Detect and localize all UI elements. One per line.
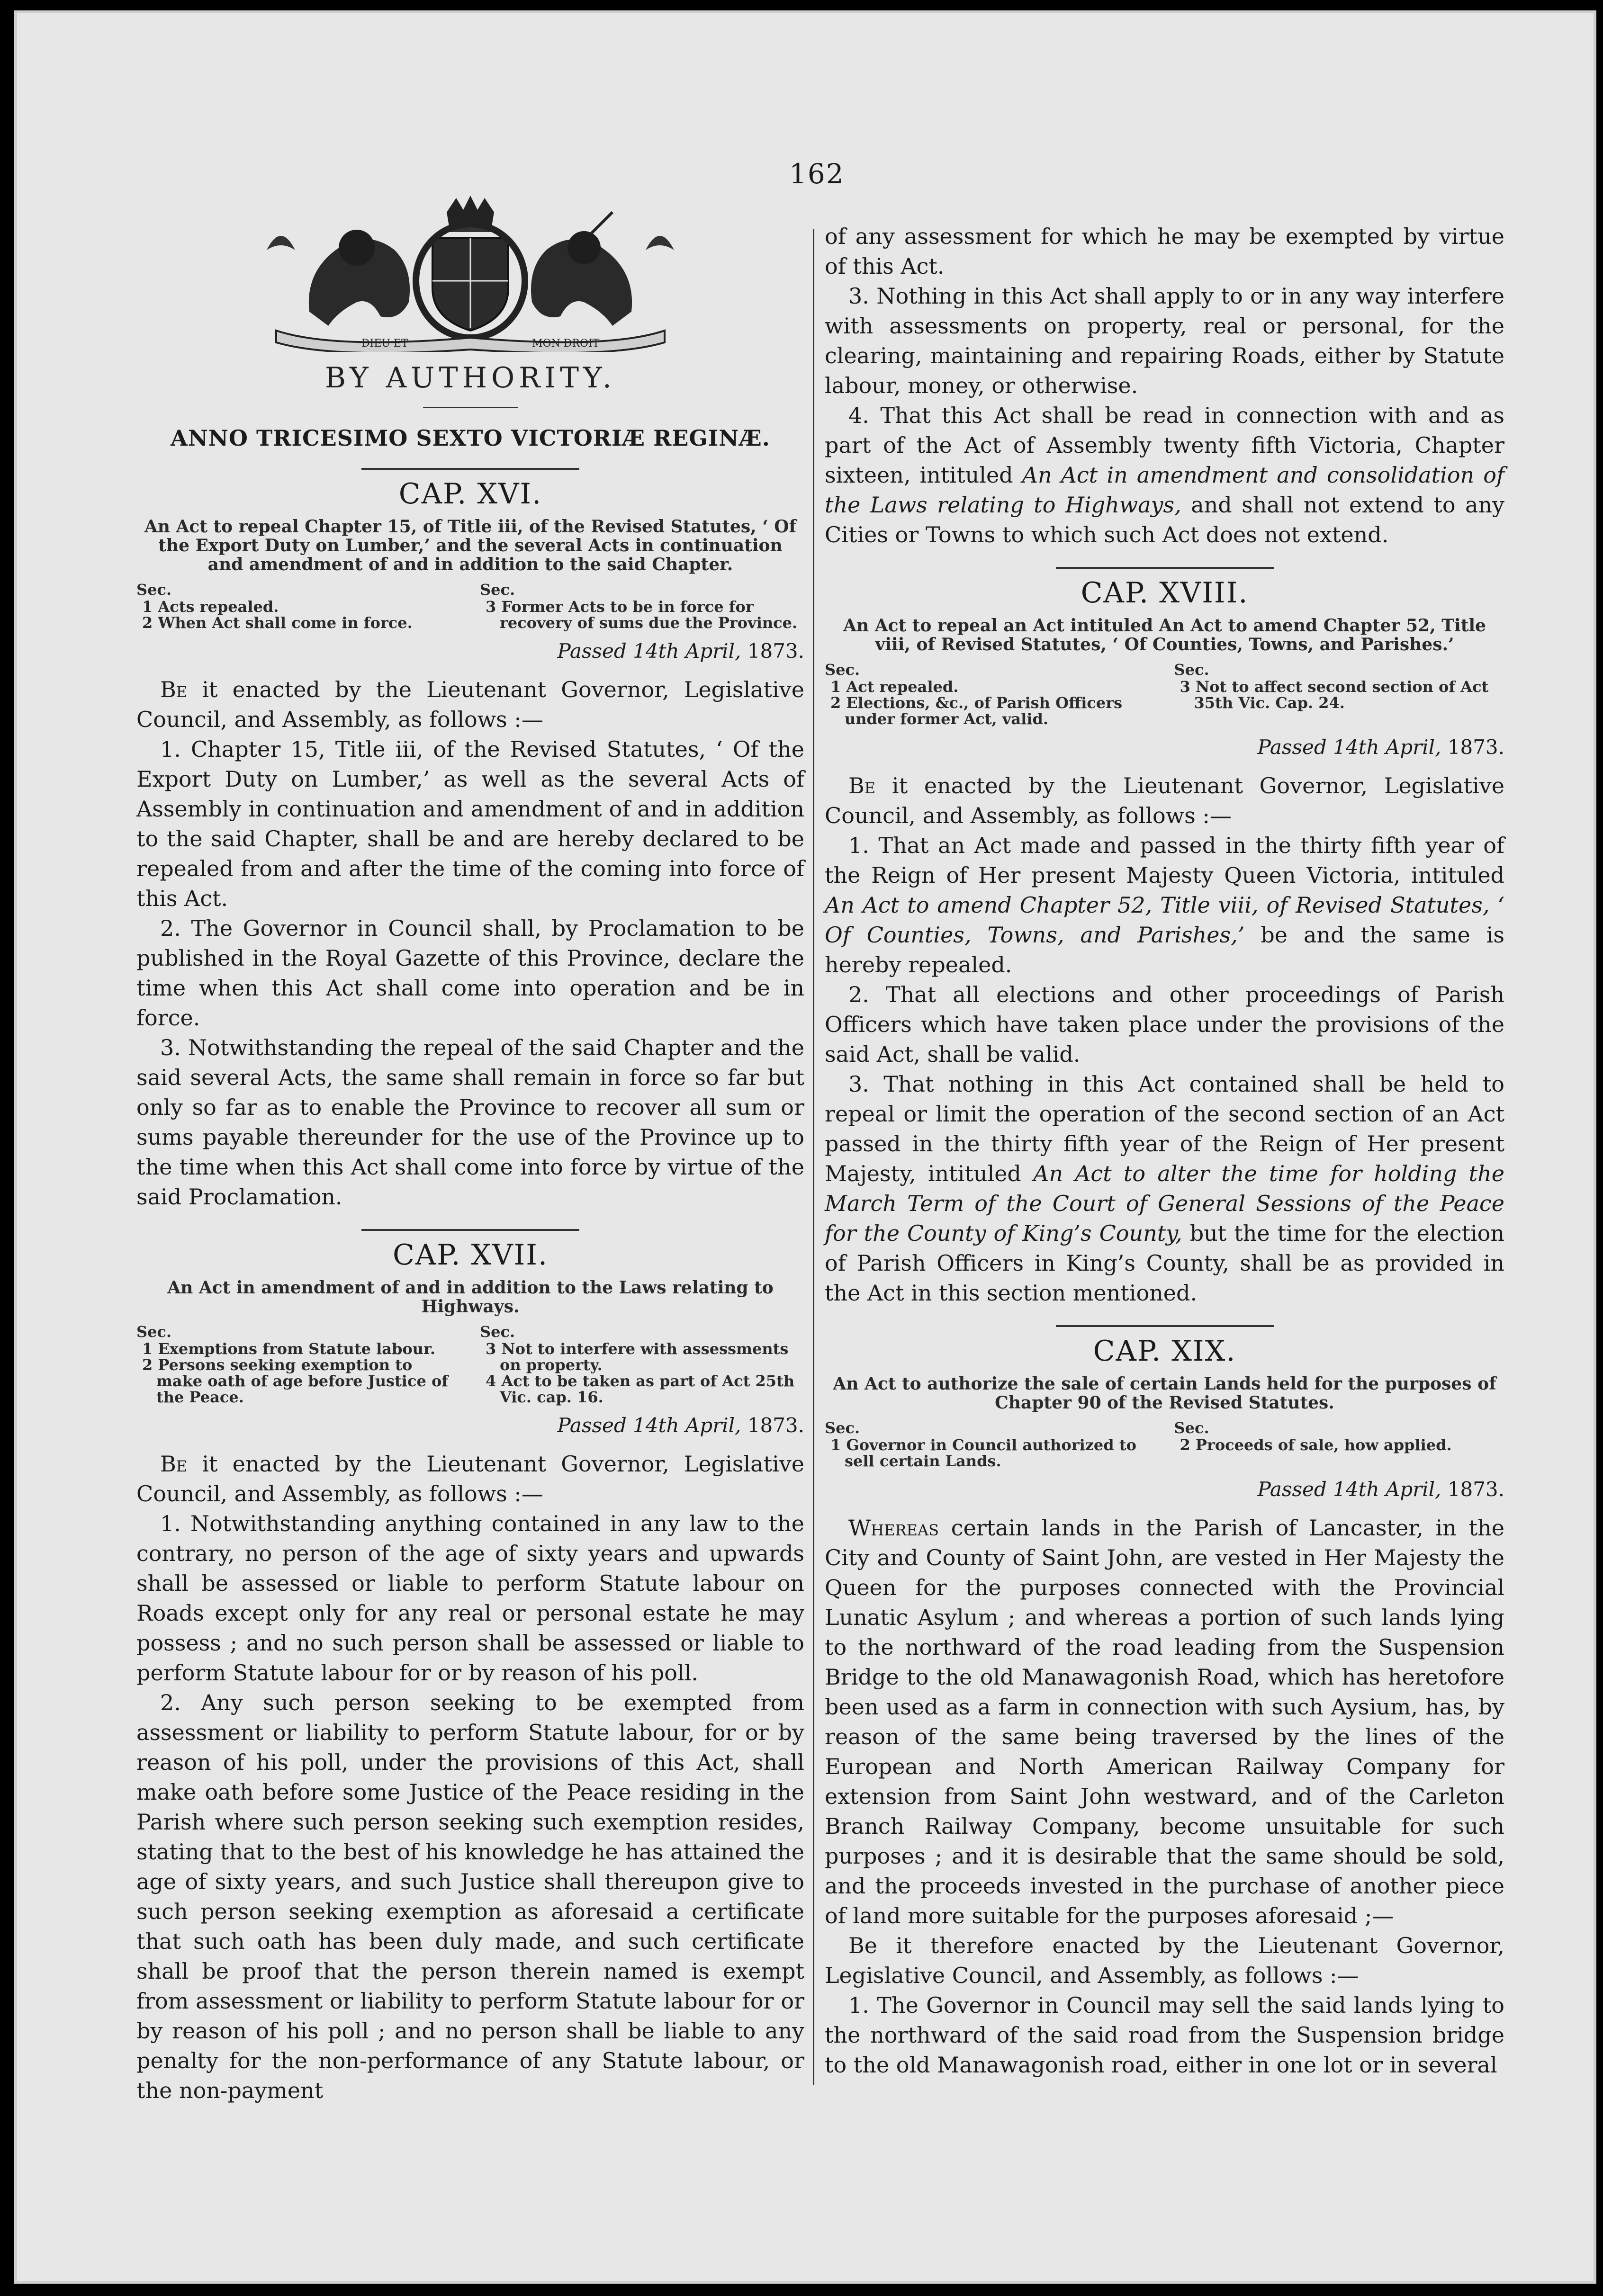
enact-first-word: Be xyxy=(160,1451,188,1477)
cap19-sections xyxy=(825,1420,1504,1469)
cap17-para-3: 3. Nothing in this Act shall apply to or in any way interfere with assessments on property, real or personal, for the clearing, maintaining and repairing Roads, either by Statute labour, money, or otherwise. xyxy=(825,283,1504,398)
para-text: and shall not extend to any Cities or Towns to which such Act does not extend. xyxy=(825,492,1504,547)
sec-label: Sec. xyxy=(136,581,172,599)
para-italic-text: An Act in amendment and consolidation of the Laws relating to Highways, xyxy=(825,462,1505,518)
short-rule xyxy=(423,407,518,408)
passed-year: 1873. xyxy=(747,639,804,663)
anno-heading: ANNO TRICESIMO SEXTO VICTORIÆ REGINÆ. xyxy=(171,425,770,451)
cap19-title: CAP. XIX. xyxy=(1093,1335,1236,1368)
section-item: 2 Persons seeking exemption to make oath of age before Justice of the Peace. xyxy=(142,1356,449,1406)
cap-rule xyxy=(361,1229,579,1231)
crest-motto-right: MON DROIT xyxy=(532,338,600,350)
column-divider xyxy=(813,229,814,2085)
cap18-passed xyxy=(825,735,1504,759)
document-page xyxy=(14,10,1596,2284)
sec-label: Sec. xyxy=(1174,661,1209,679)
cap19-passed xyxy=(825,1478,1504,1501)
cap19-act-title: An Act to authorize the sale of certain Lands held for the purposes of Chapter 90 of the Revised Statutes. xyxy=(833,1374,1496,1413)
passed-year: 1873. xyxy=(747,1414,804,1437)
passed-year: 1873. xyxy=(1447,735,1504,759)
cap16-passed xyxy=(136,639,804,663)
enact-rest: it enacted by the Lieutenant Governor, Legislative Council, and Assembly, as follows :— xyxy=(136,1451,804,1507)
cap17-para-4 xyxy=(825,401,1504,550)
section-item: 2 Elections, &c., of Parish Officers under former Act, valid. xyxy=(830,694,1123,728)
right-column xyxy=(825,222,1504,2080)
cap-rule xyxy=(1056,567,1274,569)
para-text: 3. That nothing in this Act contained shall be held to repeal or limit the operation of the second section of an Act passed in the thirty fifth year of the Reign of Her present Majesty, intituled xyxy=(825,1071,1504,1186)
passed-prefix: Passed xyxy=(1257,735,1327,759)
para-italic-text: An Act to alter the time for holding the March Term of the Court of General Sessions of the Peace for the County of King’s County, xyxy=(825,1161,1505,1246)
section-item: 2 Proceeds of sale, how applied. xyxy=(1180,1436,1452,1454)
cap18-para-3 xyxy=(825,1069,1504,1308)
para-text: be and the same is hereby repealed. xyxy=(825,922,1504,978)
para-text: 1. That an Act made and passed in the thirty fifth year of the Reign of Her present Majesty Queen Victoria, intituled xyxy=(825,833,1504,888)
cap16-para-2: 2. The Governor in Council shall, by Proclamation to be published in the Royal Gazette of this Province, declare the time when this Act shall come into operation and be in force. xyxy=(136,915,804,1031)
section-item: 2 When Act shall come in force. xyxy=(142,614,413,632)
sec-label: Sec. xyxy=(825,1419,860,1437)
enact-first-word: Be xyxy=(848,773,876,798)
cap19-whereas-clause xyxy=(825,1513,1504,1931)
passed-prefix: Passed xyxy=(557,1414,627,1437)
page-number: 162 xyxy=(789,158,845,190)
cap17-act-title: An Act in amendment of and in addition to the Laws relating to Highways. xyxy=(167,1278,774,1317)
enact-first-word: Be xyxy=(160,677,188,702)
sec-label: Sec. xyxy=(480,581,515,599)
cap18-title: CAP. XVIII. xyxy=(1081,576,1249,610)
cap16-para-3: 3. Notwithstanding the repeal of the said Chapter and the said several Acts, the same shall remain in force so far but only so far as to enable the Province to recover all sum or sums payable thereunder for the use of the Province up to the time when this Act shall come into force by virtue of the said Proclamation. xyxy=(136,1035,804,1210)
cap17-passed xyxy=(136,1414,804,1437)
cap16-sections xyxy=(136,582,804,631)
cap17-title: CAP. XVII. xyxy=(392,1238,549,1272)
crest-motto-left: DIEU ET xyxy=(361,338,408,350)
section-item: 3 Former Acts to be in force for recovery of sums due the Province. xyxy=(486,598,798,632)
cap17-enacting-clause xyxy=(136,1449,804,1509)
cap18-para-1 xyxy=(825,831,1504,980)
cap19-para-1: 1. The Governor in Council may sell the said lands lying to the northward of the said road from the Suspension bridge to the old Manawagonish road, either in one lot or in several xyxy=(825,1992,1504,2078)
whereas-rest: certain lands in the Parish of Lancaster, in the City and County of Saint John, are vested in Her Majesty the Queen for the purposes connected with the Provincial Lunatic Asylum ; and whereas a portion of such lands lying to the northward of the road leading from the Suspension Bridge to the old Manawagonish Road, which has heretofore been used as a farm in connection with such Aysium, has, by reason of the same being traversed by the lines of the European and North American Railway Company for extension from Saint John westward, and of the Carleton Branch Railway Company, become unsuitable for such purposes ; and it is desirable that the same should be sold, and the proceeds invested in the purchase of another piece of land more suitable for the purposes aforesaid ;— xyxy=(825,1515,1504,1928)
left-column xyxy=(136,193,804,2106)
sec-label: Sec. xyxy=(1174,1419,1209,1437)
cap17-para-2: 2. Any such person seeking to be exempted from assessment or liability to perform Statute labour, for or by reason of his poll, under the provisions of this Act, shall make oath before some Justice of the Peace residing in the Parish where such person seeking such exemption resides, stating that to the best of his knowledge he has attained the age of sixty years, and such Justice shall thereupon give to such person seeking exemption as aforesaid a certificate that such oath has been duly made, and such certificate shall be proof that the person therein named is exempt from assessment or liability to perform Statute labour for or by reason of his poll ; and no person shall be liable to any penalty for the non-performance of any Statute labour, or the non-payment xyxy=(136,1690,804,2103)
cap19-enacting-clause: Be it therefore enacted by the Lieutenant Governor, Legislative Council, and Assembly, as follows :— xyxy=(825,1933,1504,1988)
cap-rule xyxy=(361,468,579,470)
section-item: 1 Governor in Council authorized to sell certain Lands. xyxy=(830,1436,1136,1470)
cap18-sections xyxy=(825,662,1504,727)
para-text: 4. That this Act shall be read in connection with and as part of the Act of Assembly twenty fifth Victoria, Chapter sixteen, intituled xyxy=(825,403,1504,488)
royal-coat-of-arms-icon xyxy=(238,193,702,352)
sec-label: Sec. xyxy=(825,661,860,679)
cap16-para-1: 1. Chapter 15, Title iii, of the Revised Statutes, ‘ Of the Export Duty on Lumber,’ as well as the several Acts of Assembly in continuation and amendment of and in addition to the said Chapter, shall be and are hereby declared to be repealed from and after the time of the coming into force of this Act. xyxy=(136,736,804,911)
cap17-sections xyxy=(136,1324,804,1405)
section-item: 1 Act repealed. xyxy=(830,678,959,696)
enact-rest: it enacted by the Lieutenant Governor, Legislative Council, and Assembly, as follows :— xyxy=(136,677,804,732)
cap18-act-title: An Act to repeal an Act intituled An Act to amend Chapter 52, Title viii, of Revised Statutes, ‘ Of Counties, Towns, and Parishes.’ xyxy=(843,616,1486,655)
cap-rule xyxy=(1056,1325,1274,1327)
passed-date: 14th April, xyxy=(633,639,741,663)
passed-date: 14th April, xyxy=(633,1414,741,1437)
section-item: 4 Act to be taken as part of Act 25th Vic. cap. 16. xyxy=(486,1372,795,1406)
cap16-title: CAP. XVI. xyxy=(398,477,542,511)
section-item: 3 Not to affect second section of Act 35th Vic. Cap. 24. xyxy=(1180,678,1489,712)
whereas-first-word: Whereas xyxy=(848,1515,939,1541)
cap17-para-1: 1. Notwithstanding anything contained in any law to the contrary, no person of the age of sixty years and upwards shall be assessed or liable to perform Statute labour on Roads except only for any real or personal estate he may possess ; and no such person shall be assessed or liable to perform Statute labour for or by reason of his poll. xyxy=(136,1511,804,1686)
section-item: 1 Exemptions from Statute labour. xyxy=(142,1340,436,1358)
passed-date: 14th April, xyxy=(1333,1478,1441,1501)
cap16-enacting-clause xyxy=(136,675,804,735)
passed-year: 1873. xyxy=(1447,1478,1504,1501)
passed-date: 14th April, xyxy=(1333,735,1441,759)
para-italic-text: An Act to amend Chapter 52, Title viii, of Revised Statutes, ‘ Of Counties, Towns, and Parishes,’ xyxy=(825,892,1504,948)
sec-label: Sec. xyxy=(480,1323,515,1341)
cap17-para-2-continued: of any assessment for which he may be exempted by virtue of this Act. xyxy=(825,224,1504,279)
sec-label: Sec. xyxy=(136,1323,172,1341)
section-item: 1 Acts repealed. xyxy=(142,598,279,616)
section-item: 3 Not to interfere with assessments on property. xyxy=(486,1340,789,1374)
cap18-para-2: 2. That all elections and other proceedings of Parish Officers which have taken place under the provisions of the said Act, shall be valid. xyxy=(825,982,1504,1067)
enact-rest: it enacted by the Lieutenant Governor, Legislative Council, and Assembly, as follows :— xyxy=(825,773,1504,828)
by-authority-heading: BY AUTHORITY. xyxy=(325,361,616,395)
passed-prefix: Passed xyxy=(1257,1478,1327,1501)
para-text: but the time for the election of Parish Officers in King’s County, shall be as provided in the Act in this section mentioned. xyxy=(825,1220,1505,1306)
passed-prefix: Passed xyxy=(557,639,627,663)
cap16-act-title: An Act to repeal Chapter 15, of Title iii, of the Revised Statutes, ‘ Of the Export Duty on Lumber,’ and the several Acts in continuation and amendment of and in addition to the said Chapter. xyxy=(144,517,797,574)
cap18-enacting-clause xyxy=(825,771,1504,831)
